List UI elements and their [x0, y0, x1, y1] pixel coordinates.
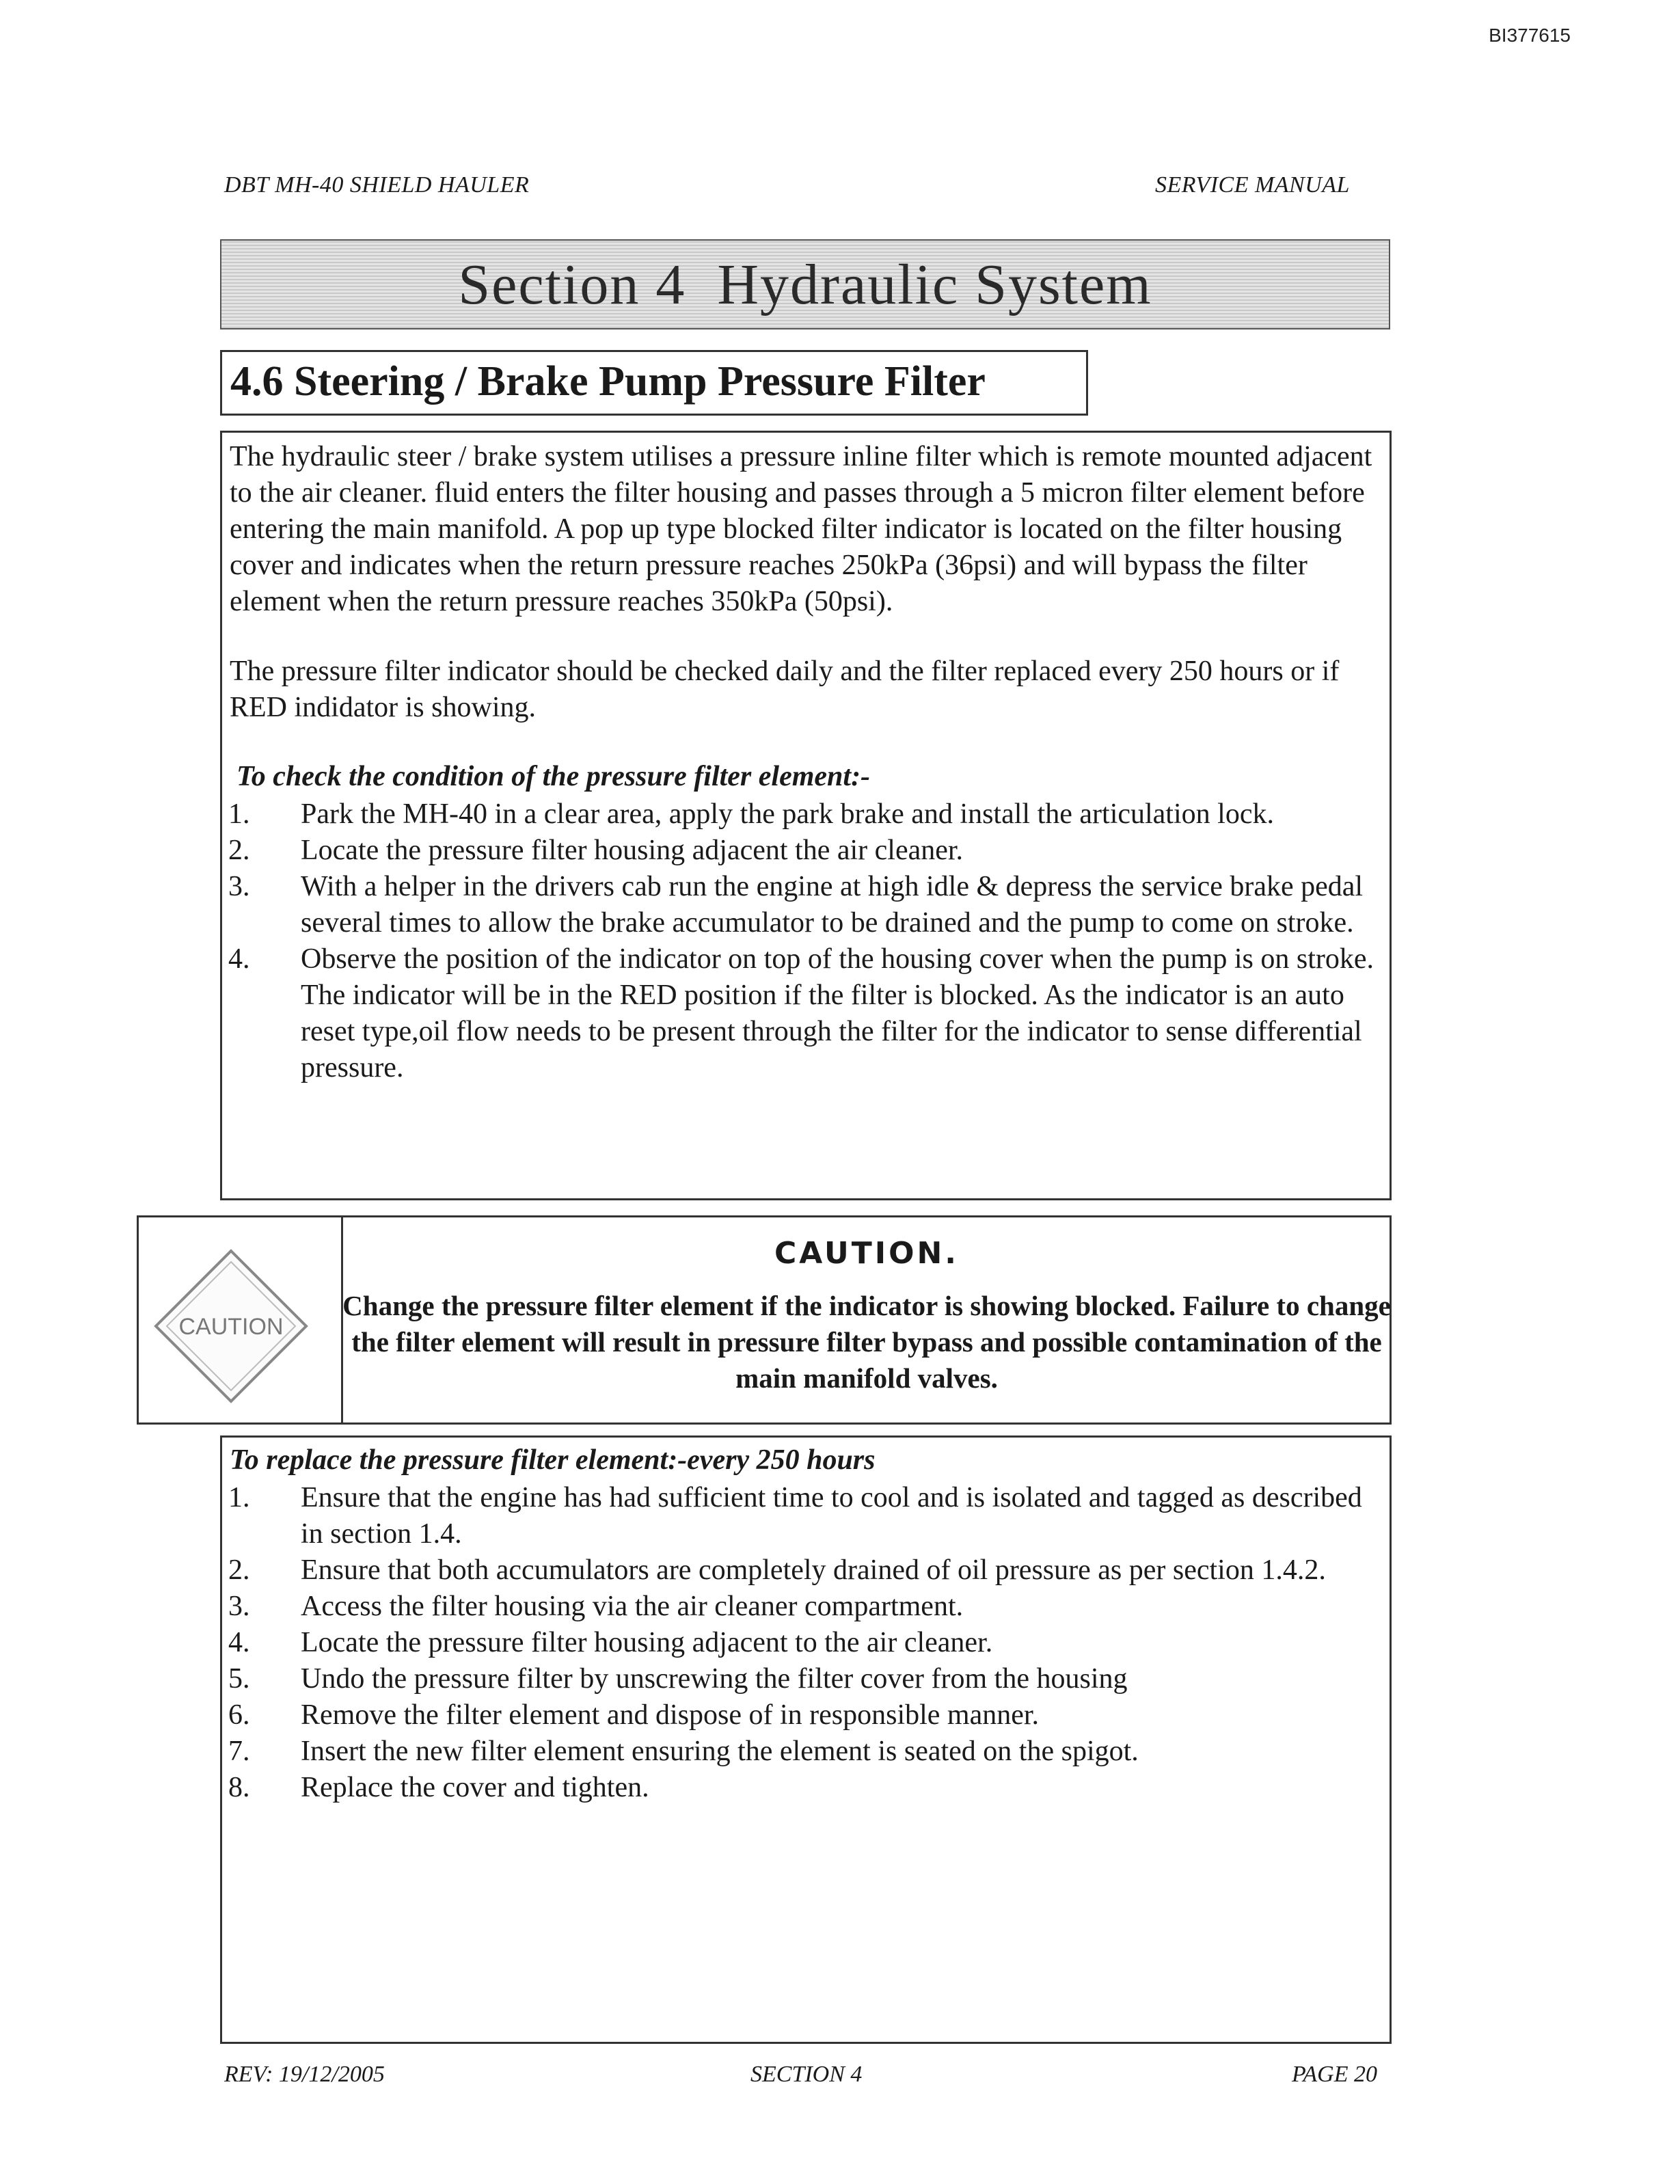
step-item: [228, 1480, 1377, 1552]
step-item: [228, 869, 1390, 941]
step-text: With a helper in the drivers cab run the engine at high idle & depress the service brake pedal several times to allow the brake accumulator to be drained and the pump to come on stroke.: [301, 871, 1364, 939]
step-text: Replace the cover and tighten.: [301, 1772, 649, 1803]
intro-paragraph: The hydraulic steer / brake system utilises a pressure inline filter which is remote mounted adjacent to the air cleaner. fluid enters the filter housing and passes through a 5 micron filter element before entering the main manifold. A pop up type blocked filter indicator is located on the filter housing cover and indicates when the return pressure reaches 250kPa (36psi) and will bypass the filter element when the return pressure reaches 350kPa (50psi).: [230, 441, 1372, 617]
step-number: 2.: [228, 835, 250, 866]
step-text: Observe the position of the indicator on top of the housing cover when the pump is on stroke. The indicator will be in the RED position if the filter is blocked. As the indicator is an auto reset type,oil flow needs to be present through the filter for the indicator to sense differential pressure.: [301, 943, 1374, 1083]
step-number: 2.: [228, 1554, 250, 1586]
step-item: [228, 796, 1390, 833]
step-item: [228, 941, 1390, 1086]
step-number: 8.: [228, 1772, 250, 1803]
subsection-title: 4.6 Steering / Brake Pump Pressure Filter: [220, 350, 1088, 416]
replace-procedure-heading: To replace the pressure filter element:-every 250 hours: [230, 1444, 876, 1476]
step-text: Ensure that the engine has had sufficient time to cool and is isolated and tagged as described in section 1.4.: [301, 1482, 1362, 1550]
step-number: 3.: [228, 871, 250, 902]
step-text: Locate the pressure filter housing adjacent to the air cleaner.: [301, 1627, 993, 1658]
footer-revision: REV: 19/12/2005: [224, 2062, 385, 2087]
section-banner-text: Section 4 Hydraulic System: [458, 252, 1152, 316]
footer-section: SECTION 4: [750, 2062, 863, 2087]
step-item: [228, 1770, 1377, 1806]
step-item: [228, 1734, 1377, 1770]
replace-procedure-steps: [228, 1480, 1377, 1806]
step-item: [228, 1661, 1377, 1697]
step-item: [228, 833, 1390, 869]
caution-title: CAUTION.: [774, 1236, 960, 1271]
step-text: Insert the new filter element ensuring the element is seated on the spigot.: [301, 1736, 1139, 1767]
step-text: Locate the pressure filter housing adjacent the air cleaner.: [301, 835, 964, 866]
caution-sign-label: CAUTION: [178, 1314, 284, 1340]
document-id: BI377615: [1489, 25, 1571, 46]
step-number: 6.: [228, 1699, 250, 1731]
check-interval-paragraph: The pressure filter indicator should be checked daily and the filter replaced every 250 hours or if RED indidator is showing.: [230, 656, 1340, 723]
header-title: DBT MH-40 SHIELD HAULER: [224, 172, 530, 198]
step-item: [228, 1589, 1377, 1625]
section-banner: [220, 239, 1390, 329]
step-text: Ensure that both accumulators are completely drained of oil pressure as per section 1.4.2.: [301, 1554, 1326, 1586]
step-text: Undo the pressure filter by unscrewing the filter cover from the housing: [301, 1663, 1128, 1695]
step-item: [228, 1552, 1377, 1589]
step-text: Access the filter housing via the air cleaner compartment.: [301, 1591, 964, 1622]
step-number: 1.: [228, 798, 250, 830]
header-manual-type: SERVICE MANUAL: [1155, 172, 1350, 198]
step-number: 4.: [228, 1627, 250, 1658]
step-item: [228, 1625, 1377, 1661]
step-number: 5.: [228, 1663, 250, 1695]
step-number: 4.: [228, 943, 250, 975]
step-item: [228, 1697, 1377, 1734]
caution-text: Change the pressure filter element if the indicator is showing blocked. Failure to change the filter element will result in pressure filter bypass and possible contamination of the main manifold valves.: [342, 1290, 1391, 1394]
caution-sign-icon: [149, 1244, 313, 1408]
step-number: 1.: [228, 1482, 250, 1513]
check-procedure-heading: To check the condition of the pressure filter element:-: [236, 761, 871, 792]
footer-page: PAGE 20: [1292, 2062, 1377, 2087]
step-number: 7.: [228, 1736, 250, 1767]
step-text: Remove the filter element and dispose of in responsible manner.: [301, 1699, 1040, 1731]
step-text: Park the MH-40 in a clear area, apply the park brake and install the articulation lock.: [301, 798, 1274, 830]
check-procedure-steps: [228, 796, 1390, 1086]
step-number: 3.: [228, 1591, 250, 1622]
